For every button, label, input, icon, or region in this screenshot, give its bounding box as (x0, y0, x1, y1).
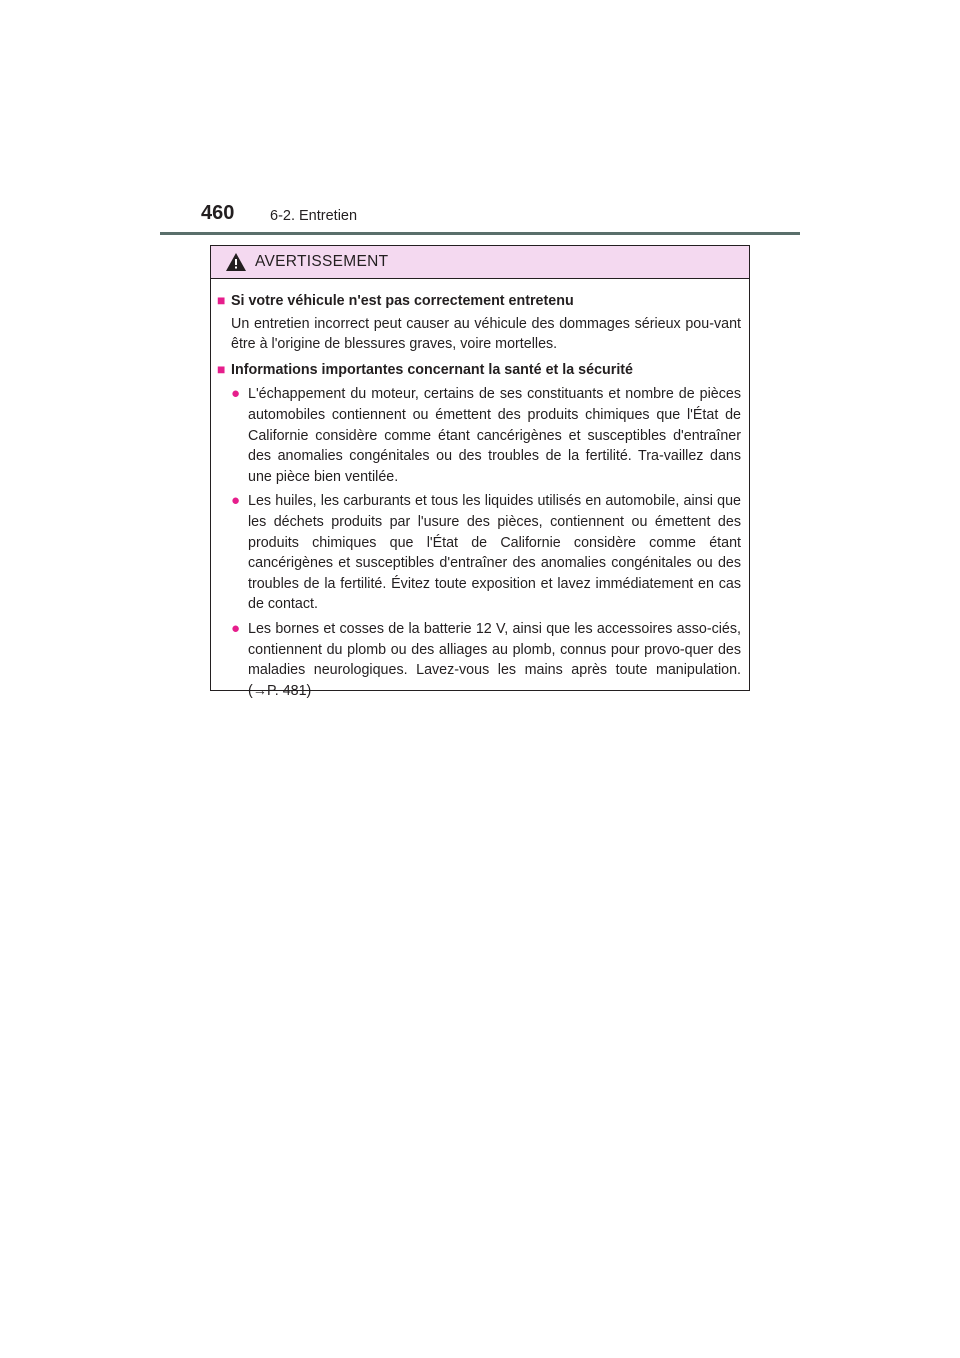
header-rule (160, 232, 800, 235)
circle-bullet-icon: ● (231, 385, 241, 403)
section-heading-text: Informations importantes concernant la santé et la sécurité (231, 361, 634, 378)
list-item-text: L'échappement du moteur, certains de ses constituants et nombre de pièces automobiles contiennent ou émettent des produits chimiques que l'État de Californie considère comme étant cancérigènes et susceptibles d'entraîner des anomalies congénitales ou des troubles de la fertilité. Tra-vaillez dans une pièce bien ventilée. (248, 386, 741, 485)
warning-triangle-icon (226, 253, 246, 271)
warning-body (211, 279, 749, 701)
list-item (231, 491, 741, 615)
square-bullet-icon: ■ (217, 292, 226, 308)
page-number: 460 (201, 202, 235, 224)
list-item-text: Les huiles, les carburants et tous les liquides utilisés en automobile, ainsi que les déchets produits par l'usure des pièces, contiennent ou émettent des produits chimiques que l'État de Californie considère comme étant cancérigènes et susceptibles d'entraîner des anomalies congénitales ou des troubles de la fertilité. Évitez toute exposition et lavez immédiatement en cas de contact. (248, 493, 741, 613)
list-item-text: Les bornes et cosses de la batterie 12 V, ainsi que les accessoires asso-ciés, contiennent du plomb ou des alliages au plomb, connus pour provo-quer des maladies neurologiques. Lavez-vous les mains après toute manipulation. (→P. 481) (248, 620, 741, 699)
warning-title: AVERTISSEMENT (255, 253, 389, 270)
section-heading-health-safety (217, 359, 741, 381)
section-title: 6-2. Entretien (270, 208, 358, 224)
warning-header (211, 246, 749, 279)
section-heading-text: Si votre véhicule n'est pas correctement entretenu (231, 293, 574, 309)
list-item (231, 619, 741, 701)
list-item (231, 384, 741, 487)
square-bullet-icon: ■ (217, 360, 226, 377)
section-paragraph: Un entretien incorrect peut causer au véhicule des dommages sérieux pou-vant être à l'origine de blessures graves, voire mortelles. (231, 315, 741, 353)
circle-bullet-icon: ● (231, 619, 241, 637)
circle-bullet-icon: ● (231, 492, 241, 510)
section-heading-maintenance (217, 290, 741, 312)
warning-box (210, 245, 750, 699)
